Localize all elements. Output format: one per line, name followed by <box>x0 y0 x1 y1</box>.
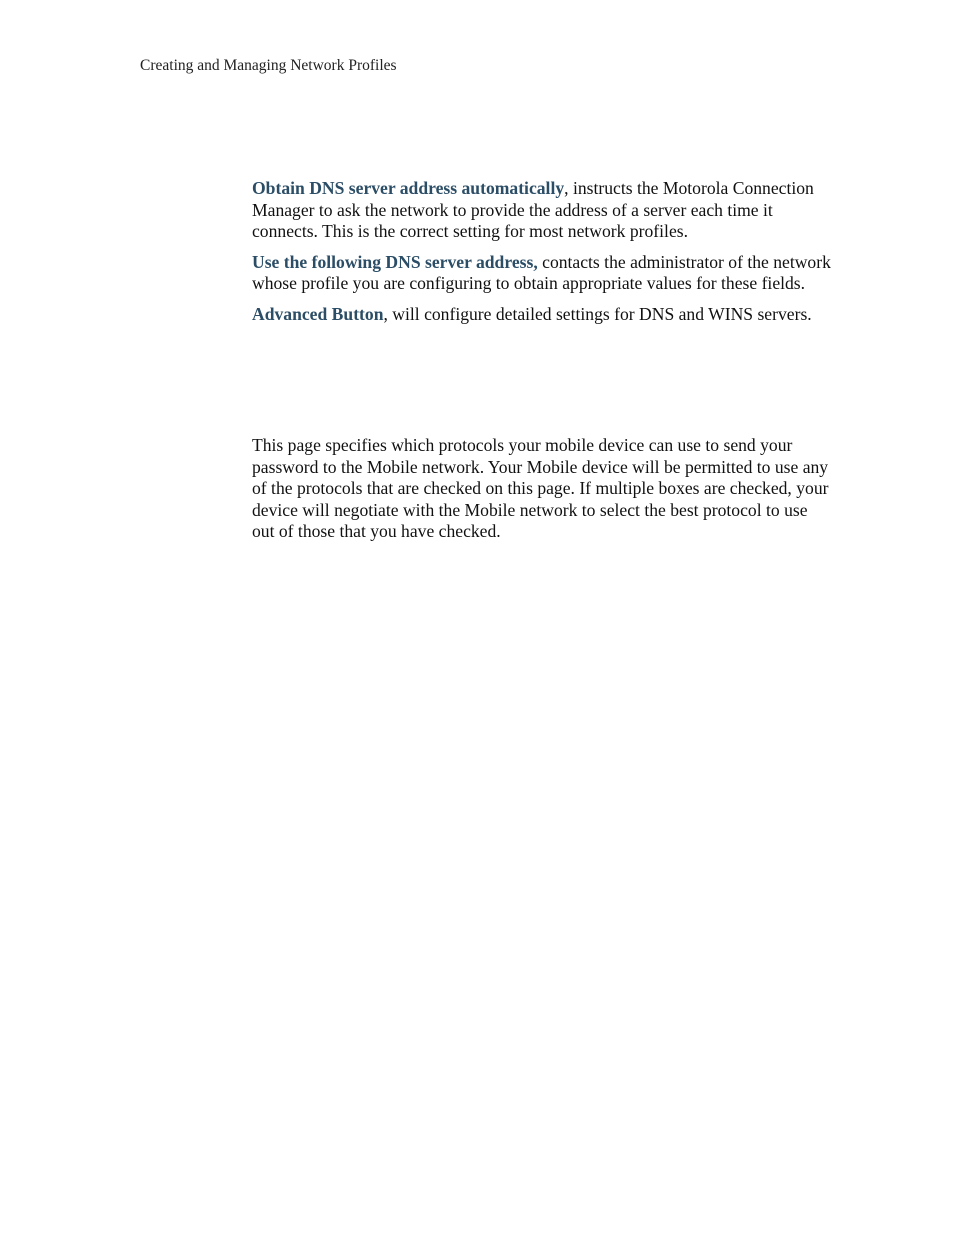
term-use-following-dns: Use the following DNS server address, <box>252 251 538 272</box>
description-obtain-dns-automatically: , instructs the Motorola Connection Manager to ask the network to provide the address of a server each time it connects. This is the correct setting for most network profiles. <box>252 178 814 241</box>
running-header: Creating and Managing Network Profiles <box>140 57 397 74</box>
description-advanced-button: , will configure detailed settings for DNS and WINS servers. <box>383 303 812 324</box>
protocol-description: This page specifies which protocols your mobile device can use to send your password to the Mobile network. Your Mobile device will be permitted to use any of the protocols that are checked on this page. If multiple boxes are checked, your device will negotiate with the Mobile network to select the best protocol to use out of those that you have checked. <box>252 435 829 541</box>
term-advanced-button: Advanced Button <box>252 303 384 324</box>
dns-option-automatic <box>252 178 832 243</box>
dns-options-section <box>252 178 832 334</box>
term-obtain-dns-automatically: Obtain DNS server address automatically <box>252 178 565 198</box>
description-use-following-dns: contacts the administrator of the network whose profile you are configuring to obtain appropriate values for these fields. <box>252 251 831 293</box>
dns-option-advanced <box>252 304 832 326</box>
dns-option-manual <box>252 252 832 295</box>
protocol-section <box>252 435 832 543</box>
